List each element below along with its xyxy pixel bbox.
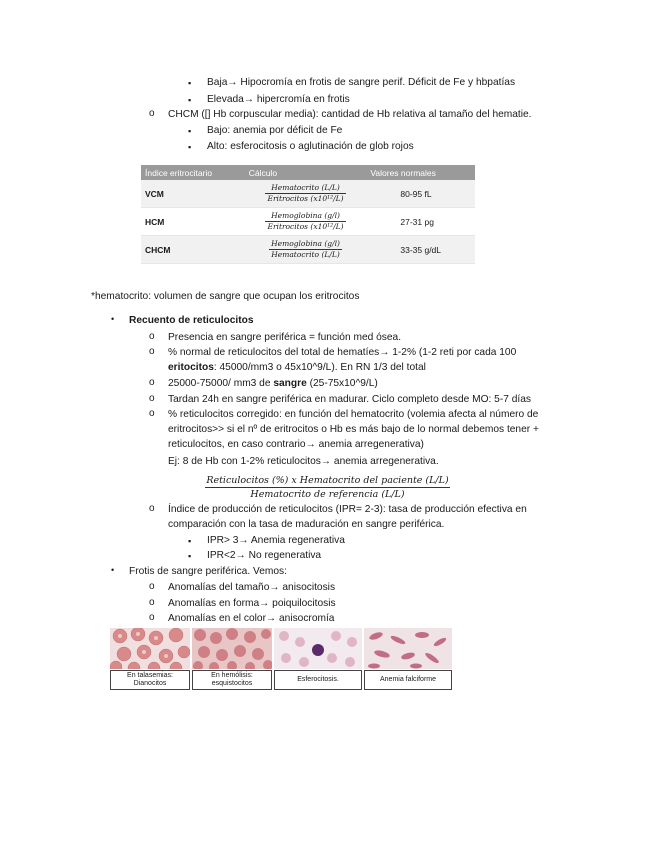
table-header: Cálculo — [245, 165, 367, 180]
baja-line: Baja→ Hipocromía en frotis de sangre perif. Déficit de Fe y hbpatías — [207, 77, 516, 88]
caption-spherocytes: Esferocitosis. — [274, 670, 362, 690]
ipr-line-2: comparación con la tasa de maduración en sangre periférica. — [168, 519, 445, 530]
circle-bullet-icon: o — [149, 612, 155, 623]
chcm-line: CHCM ([] Hb corpuscular media): cantidad de Hb relativa al tamaño del hematie. — [168, 109, 532, 120]
caption-schistocytes: En hemólisis: esquistocitos — [192, 670, 272, 690]
circle-bullet-icon: o — [149, 346, 155, 357]
spherocytes-image — [274, 628, 362, 669]
example-line: Ej: 8 de Hb con 1-2% reticulocitos→ anemia arregenerativa. — [168, 456, 439, 467]
ipr-line-1: Índice de producción de reticulocitos (IPR= 2-3): tasa de producción efectiva en — [168, 504, 527, 515]
forma-line: Anomalías en forma→ poiquilocitosis — [168, 598, 336, 609]
circle-bullet-icon: o — [149, 503, 155, 514]
corrected-line-2: eritrocitos>> si el nº de eritrocitos o Hb es más bajo de lo normal debemos tener + — [168, 424, 539, 435]
table-row — [141, 180, 475, 208]
round-bullet-icon: • — [111, 314, 115, 324]
blood-smear-figure — [110, 628, 452, 690]
normal-value: 80-95 fL — [366, 180, 475, 208]
circle-bullet-icon: o — [149, 377, 155, 388]
pct-line-1: % normal de reticulocitos del total de hematíes→ 1-2% (1-2 reti por cada 100 — [168, 347, 517, 358]
circle-bullet-icon: o — [149, 408, 155, 419]
circle-bullet-icon: o — [149, 331, 155, 342]
index-name: VCM — [141, 180, 245, 208]
tardan-line: Tardan 24h en sangre periférica en madurar. Ciclo completo desde MO: 5-7 días — [168, 394, 531, 405]
square-bullet-icon: ▪ — [188, 551, 192, 561]
index-name: HCM — [141, 208, 245, 236]
circle-bullet-icon: o — [149, 581, 155, 592]
ipr-low-line: IPR<2→ No regenerativa — [207, 550, 322, 561]
square-bullet-icon: ▪ — [188, 78, 192, 88]
frotis-heading: Frotis de sangre periférica. Vemos: — [129, 566, 287, 577]
round-bullet-icon: • — [111, 565, 115, 575]
formula: $\frac{\text{Hematocrito (L/L)}}{\text{Eritrocitos (x10¹²/L)}}$ — [267, 183, 344, 203]
presencia-line: Presencia en sangre periférica = función med ósea. — [168, 332, 402, 343]
corrected-line-3: reticulocitos, en caso contrario→ anemia arregenerativa) — [168, 439, 424, 450]
schistocytes-image — [192, 628, 272, 669]
table-header: Índice eritrocitario — [141, 165, 245, 180]
elevada-line: Elevada→ hipercromía en frotis — [207, 94, 350, 105]
pct-line-2: eritocitos: 45000/mm3 o 45x10^9/L). En RN 1/3 del total — [168, 362, 426, 373]
formula: $\frac{\text{Hemoglobina (g/l)}}{\text{Hematocrito (L/L)}}$ — [271, 239, 340, 259]
circle-bullet-icon: o — [149, 597, 155, 608]
hematocrit-footnote: *hematocrito: volumen de sangre que ocupan los eritrocitos — [91, 291, 360, 302]
square-bullet-icon: ▪ — [188, 95, 192, 105]
circle-bullet-icon: o — [149, 393, 155, 404]
color-line: Anomalías en el color→ anisocromía — [168, 613, 335, 624]
index-name: CHCM — [141, 236, 245, 264]
caption-target-cells: En talasemias: Dianocitos — [110, 670, 190, 690]
table-header: Valores normales — [366, 165, 475, 180]
circle-bullet-icon: o — [149, 108, 155, 119]
table-row — [141, 208, 475, 236]
square-bullet-icon: ▪ — [188, 142, 192, 152]
normal-value: 27-31 pg — [366, 208, 475, 236]
caption-sickle-cells: Anemia falciforme — [364, 670, 452, 690]
ipr-high-line: IPR> 3→ Anemia regenerativa — [207, 535, 345, 546]
tamano-line: Anomalías del tamaño→ anisocitosis — [168, 582, 336, 593]
chcm-bajo-line: Bajo: anemia por déficit de Fe — [207, 125, 343, 136]
range-line: 25000-75000/ mm3 de sangre (25-75x10^9/L) — [168, 378, 378, 389]
erythrocyte-index-table — [141, 165, 475, 264]
formula: $\frac{\text{Hemoglobina (g/l)}}{\text{Eritrocitos (x10¹²/L)}}$ — [267, 211, 344, 231]
reticulocitos-heading: Recuento de reticulocitos — [129, 315, 254, 326]
normal-value: 33-35 g/dL — [366, 236, 475, 264]
chcm-alto-line: Alto: esferocitosis o aglutinación de glob rojos — [207, 141, 414, 152]
table-row — [141, 236, 475, 264]
corrected-reticulocyte-formula: Reticulocitos (%) x Hematocrito del paciente (L/L) Hematocrito de referencia (L/L) — [206, 475, 449, 500]
target-cells-image — [110, 628, 190, 669]
sickle-cells-image — [364, 628, 452, 669]
corrected-line-1: % reticulocitos corregido: en función del hematocrito (volemia afecta al número de — [168, 409, 539, 420]
square-bullet-icon: ▪ — [188, 126, 192, 136]
square-bullet-icon: ▪ — [188, 536, 192, 546]
